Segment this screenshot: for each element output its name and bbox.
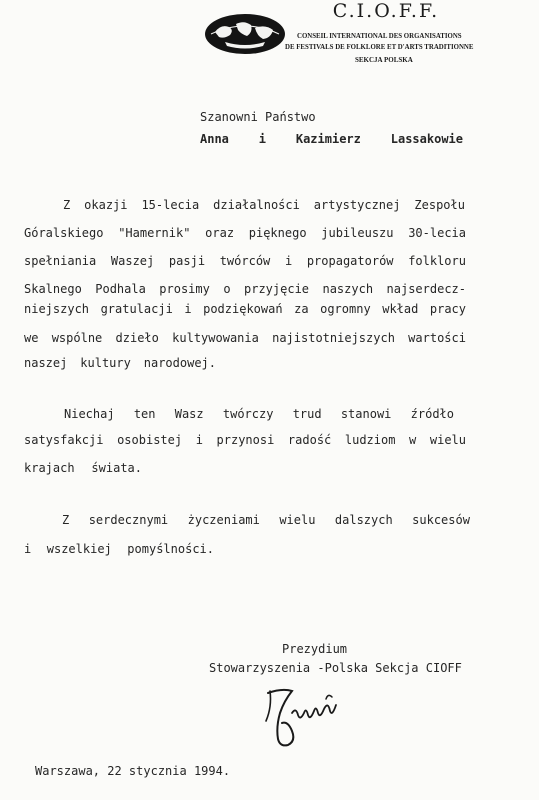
org-title: C.I.O.F.F. <box>332 0 440 22</box>
recipient-second-name: Kazimierz <box>295 132 361 146</box>
paragraph-1-line: Góralskiego "Hamernik" oraz pięknego jubileuszu 30-lecia <box>24 226 466 240</box>
handwritten-signature-icon <box>262 687 344 749</box>
org-fullname-line-1: CONSEIL INTERNATIONAL DES ORGANISATIONS <box>297 32 462 40</box>
paragraph-3-line: Z serdecznymi życzeniami wielu dalszych sukcesów <box>62 513 470 527</box>
org-section: SEKCJA POLSKA <box>355 56 413 64</box>
salutation: Szanowni Państwo <box>200 110 316 124</box>
paragraph-3-line: i wszelkiej pomyślności. <box>24 542 214 556</box>
closing-association: Stowarzyszenia -Polska Sekcja CIOFF <box>209 661 462 675</box>
org-fullname-line-2: DE FESTIVALS DE FOLKLORE ET D'ARTS TRADITIONNE <box>285 43 474 51</box>
closing-presidium: Prezydium <box>282 642 348 656</box>
paragraph-2-line: satysfakcji osobistej i przynosi radość ludziom w wielu <box>24 433 466 447</box>
recipient-surname: Lassakowie <box>390 132 463 146</box>
paragraph-1-line: spełniania Waszej pasji twórców i propagatorów folkloru <box>24 254 466 268</box>
paragraph-1-line: naszej kultury narodowej. <box>24 356 216 370</box>
paragraph-2-line: krajach świata. <box>24 461 142 475</box>
paragraph-1-line: niejszych gratulacji i podziękowań za ogromny wkład pracy <box>24 302 466 316</box>
recipient-conjunction: i <box>258 132 266 146</box>
paragraph-1-line: Z okazji 15-lecia działalności artystycznej Zespołu <box>63 198 465 212</box>
place-and-date: Warszawa, 22 stycznia 1994. <box>35 764 231 778</box>
paragraph-1-line: we wspólne dzieło kultywowania najistotniejszych wartości <box>24 331 466 345</box>
recipient-names <box>200 132 463 146</box>
recipient-first-name: Anna <box>200 132 229 146</box>
paragraph-1-line: Skalnego Podhala prosimy o przyjęcie naszych najserdecz- <box>24 282 466 296</box>
paragraph-2-line: Niechaj ten Wasz twórczy trud stanowi źródło <box>64 407 454 421</box>
globe-emblem-icon <box>203 12 287 56</box>
